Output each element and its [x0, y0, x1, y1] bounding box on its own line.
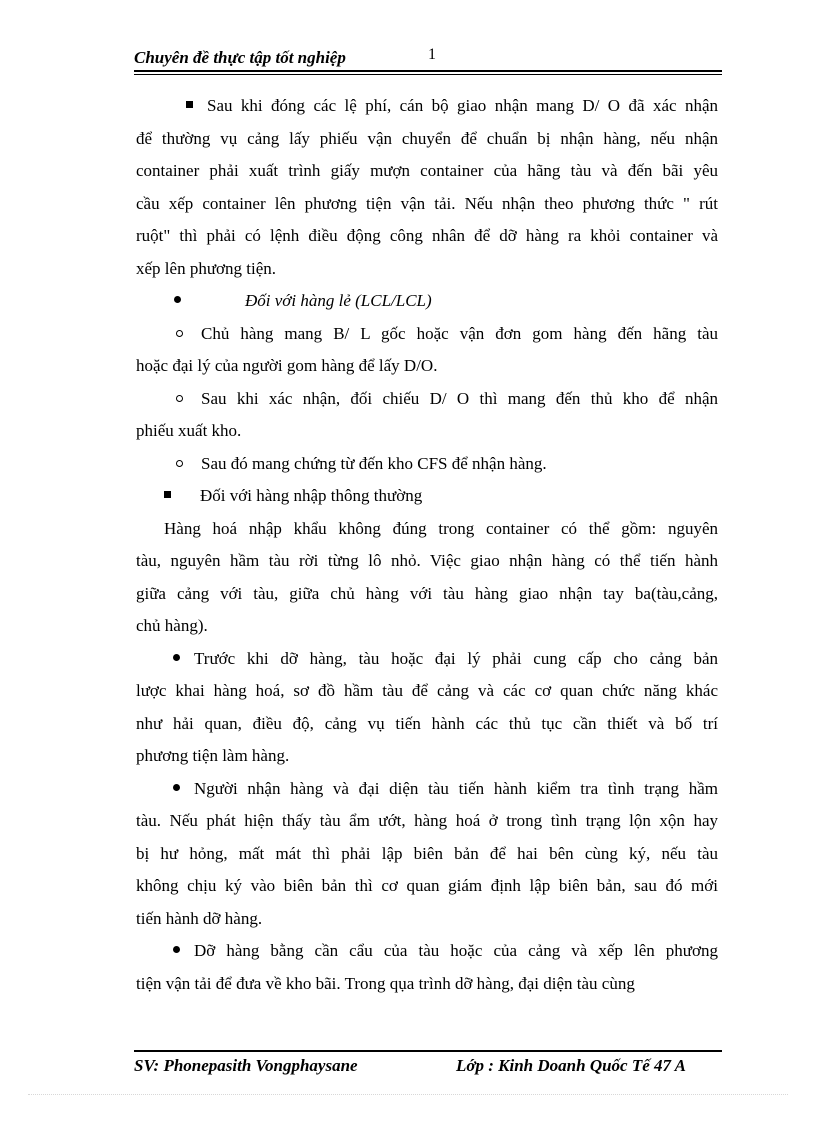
document-body	[136, 90, 718, 1000]
header-title: Chuyên đề thực tập tốt nghiệp	[134, 48, 346, 67]
paragraph	[136, 513, 718, 643]
list-item	[136, 318, 718, 383]
footer-rule	[134, 1050, 722, 1052]
text-line: phương tiện làm hàng.	[136, 746, 290, 765]
circle-bullet-icon	[176, 395, 183, 402]
text-line: Hàng hoá nhập khẩu không đúng trong container có thể gồm: nguyên	[164, 518, 718, 538]
text-line: Sau khi đóng các lệ phí, cán bộ giao nhận mang D/ O đã xác nhận	[207, 96, 718, 115]
heading-normal-goods	[136, 480, 718, 513]
text-line: xếp lên phương tiện.	[136, 258, 277, 278]
text-line: Sau khi xác nhận, đối chiếu D/ O thì mang đến thủ kho để nhận	[201, 388, 718, 408]
circle-bullet-icon	[176, 330, 183, 337]
text-line: cầu xếp container lên phương tiện vận tải. Nếu nhận theo phương thức " rút	[136, 193, 718, 213]
header-rule-thin	[134, 74, 722, 75]
text-line: Chủ hàng mang B/ L gốc hoặc vận đơn gom hàng đến hãng tàu	[201, 323, 718, 343]
text-line: bị hư hỏng, mất mát thì phải lập biên bản để hai bên cùng ký, nếu tàu	[136, 843, 718, 863]
text-line: giữa cảng với tàu, giữa chủ hàng với tàu hàng giao nhận tay ba(tàu,cảng,	[136, 583, 718, 603]
page-header	[134, 46, 722, 70]
heading-normal-text: Đối với hàng nhập thông thường	[200, 486, 423, 505]
text-line: tiến hành dỡ hàng.	[136, 908, 263, 928]
footer-class: Lớp : Kinh Doanh Quốc Tế 47 A	[456, 1056, 686, 1075]
header-rule-thick	[134, 70, 722, 72]
text-line: chủ hàng).	[136, 616, 208, 635]
page-number: 1	[428, 46, 436, 63]
bullet-paragraph	[136, 773, 718, 936]
text-line: tàu, nguyên hầm tàu rời từng lô nhỏ. Việc giao nhận hàng có thể tiến hành	[136, 551, 718, 570]
round-bullet-icon	[173, 654, 180, 661]
text-line: tiện vận tải để đưa về kho bãi. Trong qụa trình dỡ hàng, đại diện tàu cùng	[136, 973, 635, 993]
footer-student: SV: Phonepasith Vongphaysane	[134, 1056, 358, 1075]
text-line: tàu. Nếu phát hiện thấy tàu ẩm ướt, hàng hoá ở trong tình trạng lộn xộn hay	[136, 811, 718, 830]
text-line: như hải quan, điều độ, cảng vụ tiến hành các thủ tục cần thiết và bố trí	[136, 713, 718, 733]
text-line: phiếu xuất kho.	[136, 421, 242, 440]
text-line: Trước khi dỡ hàng, tàu hoặc đại lý phải cung cấp cho cảng bản	[194, 648, 718, 668]
square-bullet-icon	[164, 491, 171, 498]
round-bullet-icon	[173, 784, 180, 791]
text-line: lược khai hàng hoá, sơ đồ hầm tàu để cảng và các cơ quan chức năng khác	[136, 681, 718, 700]
heading-lcl-text: Đối với hàng lẻ (LCL/LCL)	[245, 291, 432, 310]
text-line: để thường vụ cảng lấy phiếu vận chuyển để chuẩn bị nhận hàng, nếu nhận	[136, 128, 718, 148]
round-bullet-icon	[173, 946, 180, 953]
square-bullet-icon	[186, 101, 193, 108]
heading-lcl	[136, 285, 718, 318]
circle-bullet-icon	[176, 460, 183, 467]
paragraph-square-bullet	[136, 90, 718, 285]
text-line: Người nhận hàng và đại diện tàu tiến hành kiểm tra tình trạng hầm	[194, 778, 718, 798]
text-line: ruột" thì phải có lệnh điều động công nhân để dỡ hàng ra khỏi container và	[136, 226, 718, 245]
text-line: Dỡ hàng bằng cần cẩu của tàu hoặc của cảng và xếp lên phương	[194, 941, 718, 960]
page-boundary-line	[28, 1094, 788, 1095]
list-item	[136, 448, 718, 481]
text-line: hoặc đại lý của người gom hàng để lấy D/O.	[136, 356, 438, 375]
page-footer	[134, 1056, 722, 1080]
bullet-paragraph	[136, 643, 718, 773]
text-line: không chịu ký vào biên bản thì cơ quan giám định lập biên bản, sau đó mới	[136, 876, 718, 895]
text-line: container phải xuất trình giấy mượn container của hãng tàu và đến bãi yêu	[136, 161, 718, 180]
bullet-paragraph	[136, 935, 718, 1000]
list-item	[136, 383, 718, 448]
round-bullet-icon	[174, 296, 181, 303]
text-line: Sau đó mang chứng từ đến kho CFS để nhận hàng.	[201, 453, 547, 473]
